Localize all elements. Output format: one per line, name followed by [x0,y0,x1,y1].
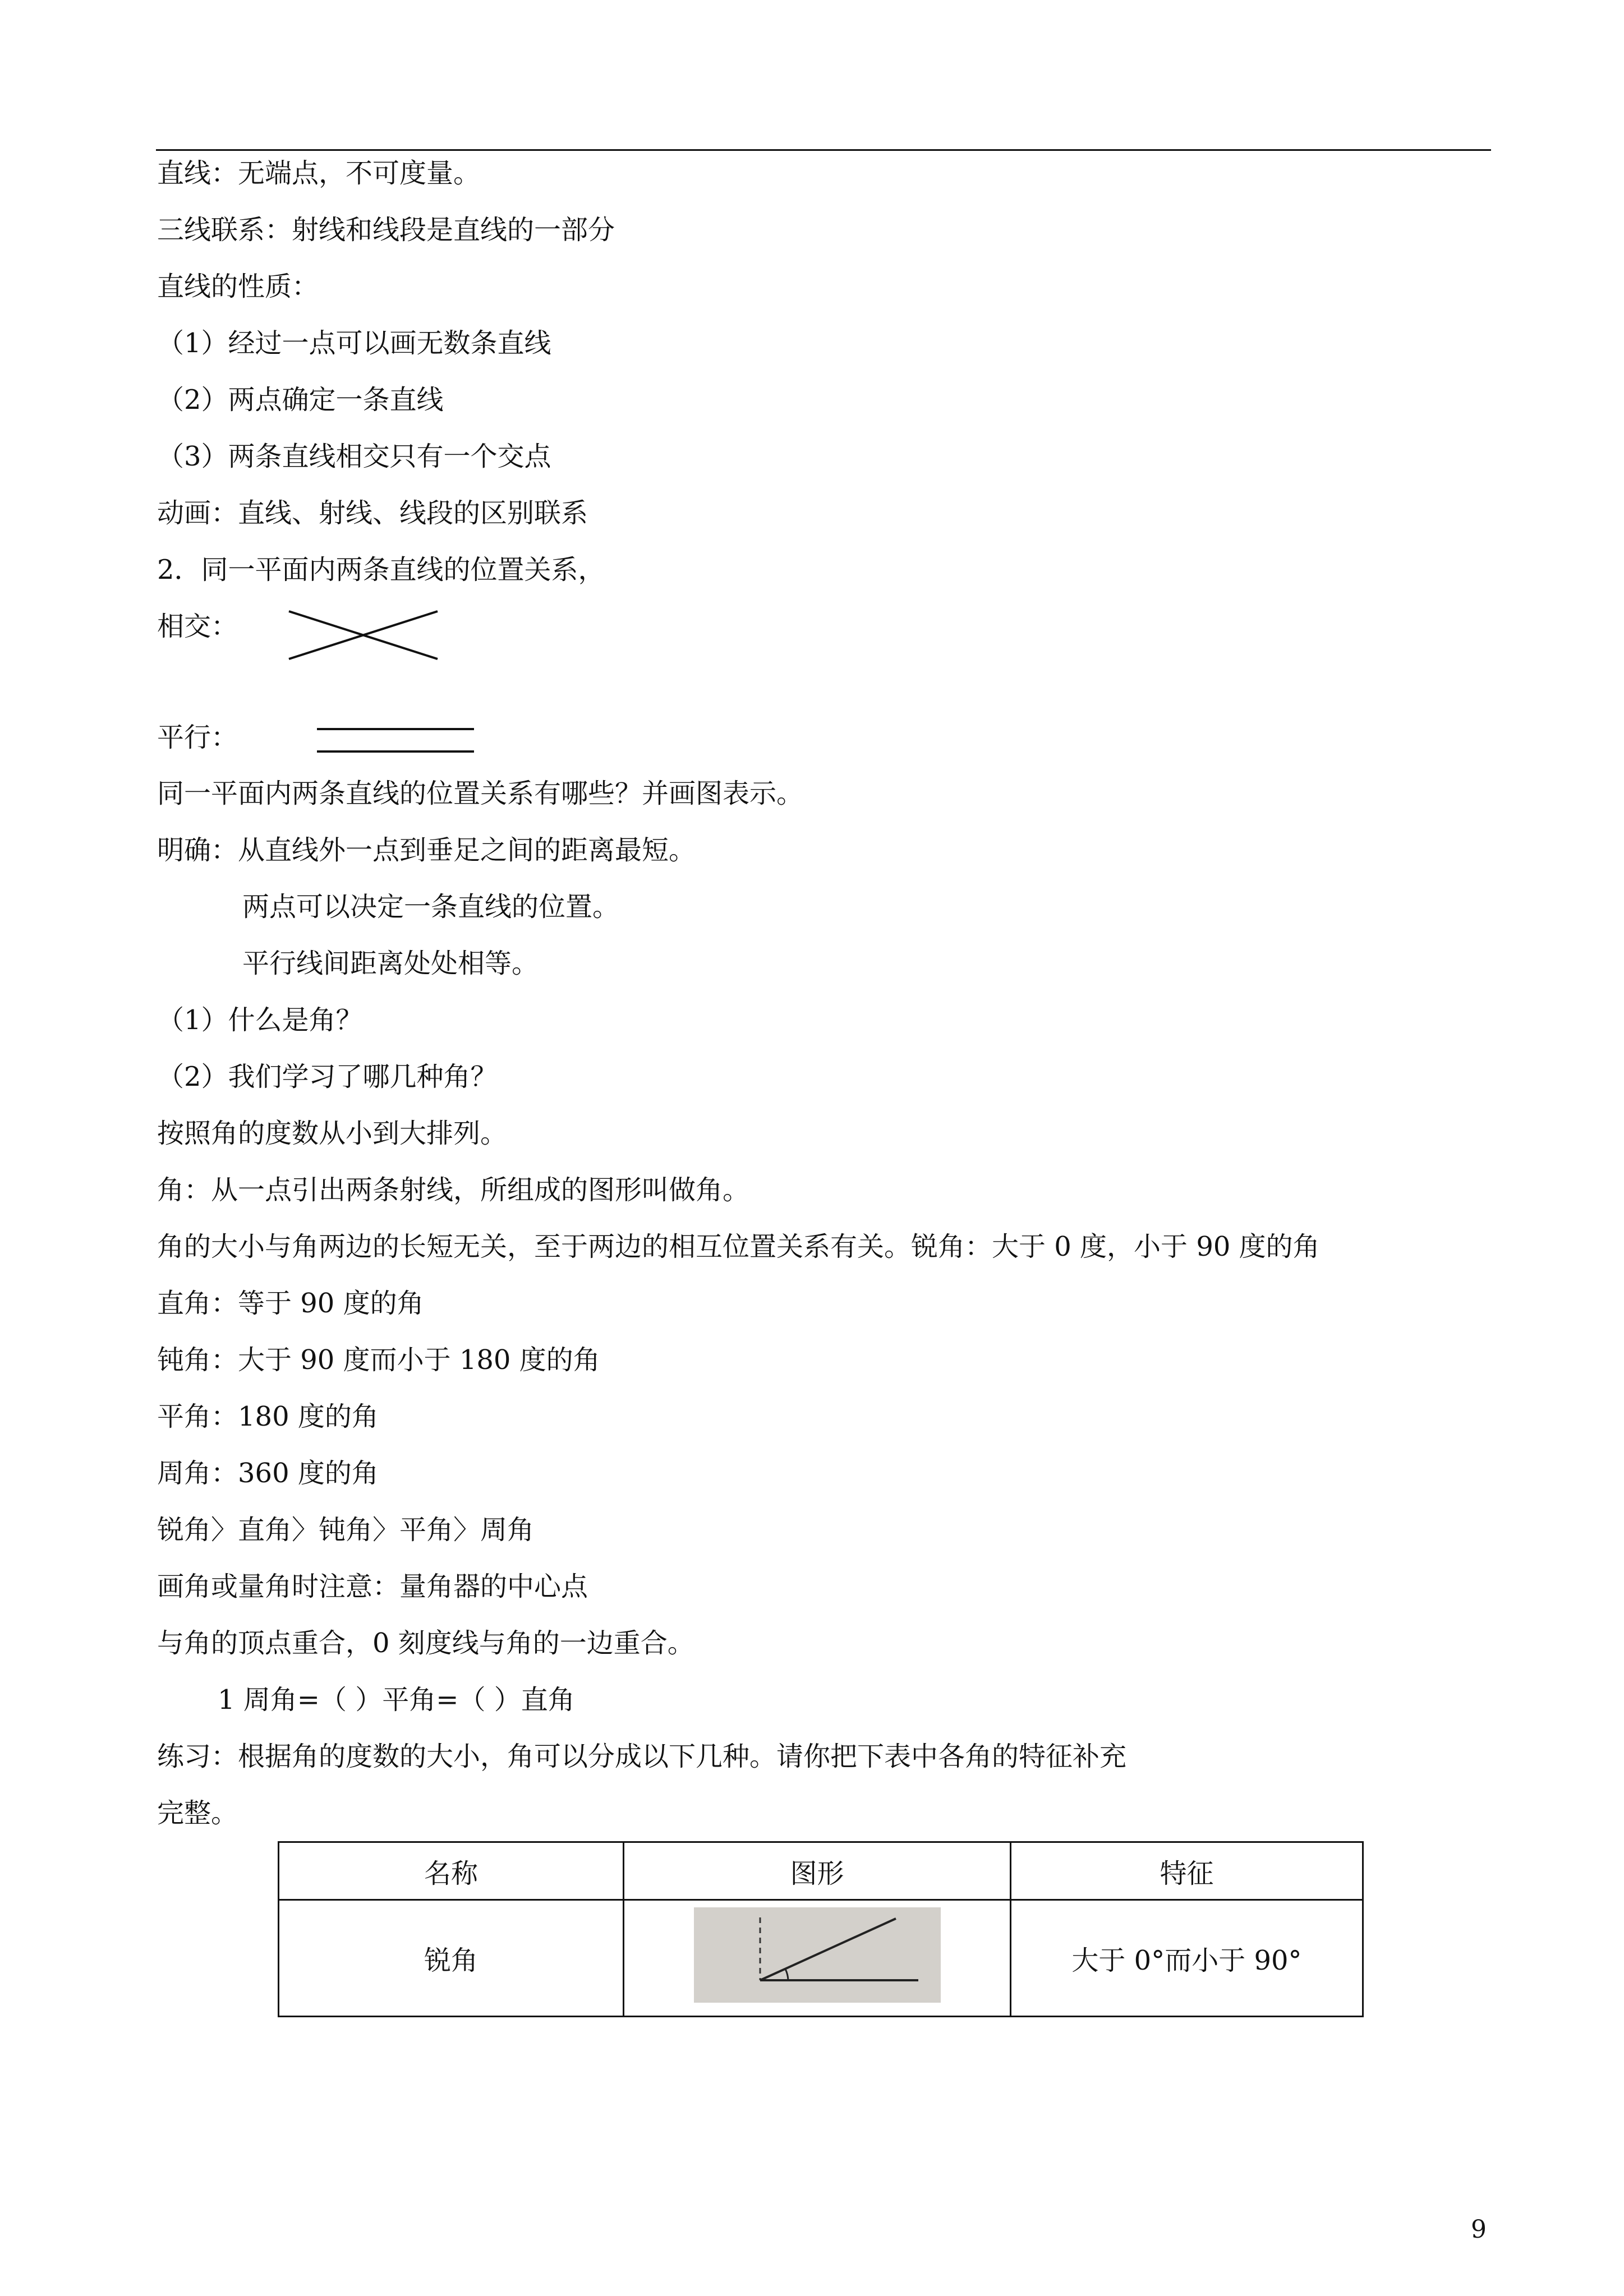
text-line: （2）两点确定一条直线 [157,384,444,416]
text-line: 直线：无端点，不可度量。 [157,158,481,189]
page-number: 9 [1471,2215,1487,2244]
acute-angle-photo [694,1907,941,2003]
cell-figure [624,1900,1011,2017]
text-line: 平角：180 度的角 [157,1401,379,1432]
text-line: 动画：直线、射线、线段的区别联系 [157,497,588,529]
table-header-row [279,1842,1363,1900]
text-line: 与角的顶点重合，0 刻度线与角的一边重合。 [157,1628,694,1659]
intersecting-lines-figure [286,608,443,665]
text-line: 锐角〉直角〉钝角〉平角〉周角 [157,1514,535,1546]
text-line: 画角或量角时注意：量角器的中心点 [157,1571,588,1602]
text-line: 三线联系：射线和线段是直线的一部分 [157,214,615,246]
text-line: （1）什么是角？ [157,1004,363,1036]
parallel-lines-figure [314,723,477,757]
header-rule [156,149,1491,151]
angle-table [278,1841,1364,2017]
text-line: 练习：根据角的度数的大小，角可以分成以下几种。请你把下表中各角的特征补充 [157,1741,1127,1772]
text-line: 平行： [157,722,238,753]
table-row [279,1900,1363,2017]
text-line: 角：从一点引出两条射线，所组成的图形叫做角。 [157,1174,750,1206]
text-line: 1 周角=（ ）平角=（ ）直角 [218,1684,575,1716]
cell-feature: 大于 0°而小于 90° [1011,1900,1363,2017]
text-line: 直线的性质： [157,271,319,302]
text-line: 平行线间距离处处相等。 [242,948,539,979]
text-line: 直角：等于 90 度的角 [157,1288,424,1319]
text-line: 周角：360 度的角 [157,1458,379,1489]
header-feature: 特征 [1011,1842,1363,1900]
acute-angle-figure [694,1907,941,2003]
text-line: 相交： [157,611,238,642]
text-line: 按照角的度数从小到大排列。 [157,1118,508,1149]
text-line: （1）经过一点可以画无数条直线 [157,328,551,359]
text-line: 明确：从直线外一点到垂足之间的距离最短。 [157,835,696,866]
text-line: 2．同一平面内两条直线的位置关系， [157,554,605,585]
text-line: 同一平面内两条直线的位置关系有哪些？并画图表示。 [157,778,804,809]
text-line: （2）我们学习了哪几种角？ [157,1061,498,1092]
text-line: 两点可以决定一条直线的位置。 [242,891,620,923]
text-line: （3）两条直线相交只有一个交点 [157,441,551,472]
header-name: 名称 [279,1842,624,1900]
header-figure: 图形 [624,1842,1011,1900]
text-line: 完整。 [157,1797,238,1829]
cell-name: 锐角 [279,1900,624,2017]
text-line: 钝角：大于 90 度而小于 180 度的角 [157,1344,600,1376]
text-line: 角的大小与角两边的长短无关，至于两边的相互位置关系有关。锐角：大于 0 度，小于 90 度的角 [157,1231,1320,1262]
